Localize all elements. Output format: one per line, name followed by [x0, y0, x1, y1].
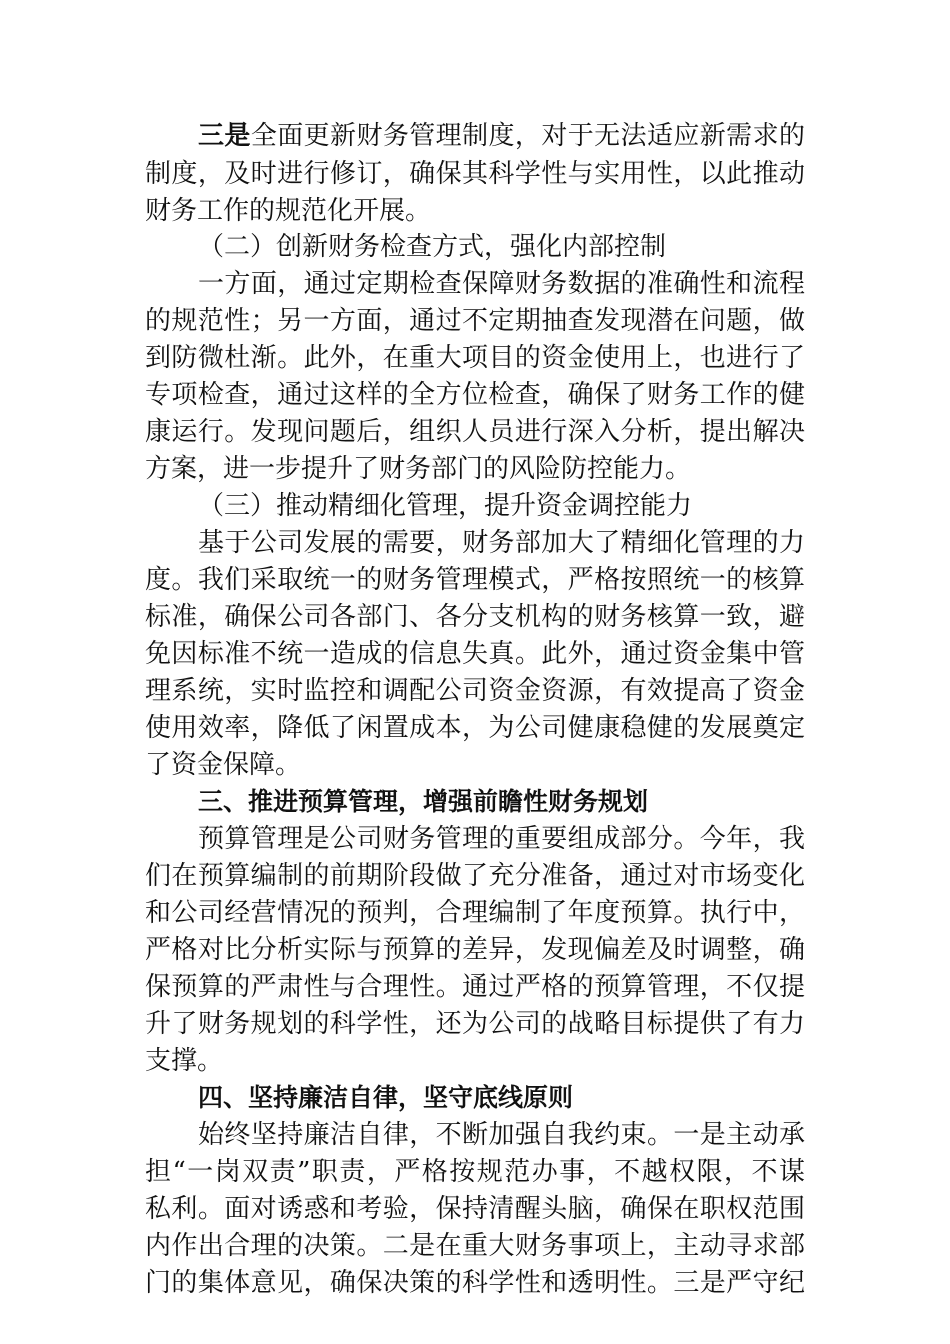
paragraph-line: 保预算的严肃性与合理性。通过严格的预算管理，不仅提 [145, 972, 805, 1002]
paragraph-line: 始终坚持廉洁自律，不断加强自我约束。一是主动承 [198, 1120, 805, 1150]
paragraph-line: 和公司经营情况的预判，合理编制了年度预算。执行中， [145, 898, 805, 928]
paragraph-line: 使用效率，降低了闲置成本，为公司健康稳健的发展奠定 [145, 713, 805, 743]
paragraph-line: 到防微杜渐。此外，在重大项目的资金使用上，也进行了 [145, 343, 805, 373]
section-heading: 四、坚持廉洁自律，坚守底线原则 [198, 1083, 574, 1112]
paragraph-line: 方案，进一步提升了财务部门的风险防控能力。 [145, 454, 692, 484]
paragraph-line: 担“一岗双责”职责，严格按规范办事，不越权限，不谋 [145, 1157, 805, 1187]
paragraph-line: 一方面，通过定期检查保障财务数据的准确性和流程 [198, 269, 805, 299]
paragraph-line: 们在预算编制的前期阶段做了充分准备，通过对市场变化 [145, 861, 805, 891]
paragraph-line: 理系统，实时监控和调配公司资金资源，有效提高了资金 [145, 676, 805, 706]
paragraph-line: 升了财务规划的科学性，还为公司的战略目标提供了有力 [145, 1009, 805, 1039]
paragraph-line [198, 117, 805, 155]
paragraph-line: 内作出合理的决策。二是在重大财务事项上，主动寻求部 [145, 1231, 805, 1261]
paragraph-line: 专项检查，通过这样的全方位检查，确保了财务工作的健 [145, 380, 805, 410]
subheading: （二）创新财务检查方式，强化内部控制 [198, 232, 667, 262]
paragraph-line: 基于公司发展的需要，财务部加大了精细化管理的力 [198, 528, 805, 558]
paragraph-line: 私利。面对诱惑和考验，保持清醒头脑，确保在职权范围 [145, 1194, 805, 1224]
paragraph-line: 门的集体意见，确保决策的科学性和透明性。三是严守纪 [145, 1268, 805, 1298]
subheading: （三）推动精细化管理，提升资金调控能力 [198, 491, 693, 521]
paragraph-line: 预算管理是公司财务管理的重要组成部分。今年，我 [198, 824, 805, 854]
paragraph-line: 支撑。 [145, 1046, 224, 1076]
paragraph-line: 的规范性；另一方面，通过不定期抽查发现潜在问题，做 [145, 306, 805, 336]
paragraph-line: 制度，及时进行修订，确保其科学性与实用性，以此推动 [145, 159, 805, 189]
lead-marker: 三是 [198, 121, 251, 151]
paragraph-line: 严格对比分析实际与预算的差异，发现偏差及时调整，确 [145, 935, 805, 965]
paragraph-line: 度。我们采取统一的财务管理模式，严格按照统一的核算 [145, 565, 805, 595]
paragraph-line: 财务工作的规范化开展。 [145, 196, 432, 226]
paragraph-line: 标准，确保公司各部门、各分支机构的财务核算一致，避 [145, 602, 805, 632]
paragraph-line: 了资金保障。 [145, 750, 302, 780]
paragraph-text: 全面更新财务管理制度，对于无法适应新需求的 [250, 121, 805, 151]
section-heading: 三、推进预算管理，增强前瞻性财务规划 [198, 787, 649, 816]
paragraph-line: 康运行。发现问题后，组织人员进行深入分析，提出解决 [145, 417, 805, 447]
paragraph-line: 免因标准不统一造成的信息失真。此外，通过资金集中管 [145, 639, 805, 669]
